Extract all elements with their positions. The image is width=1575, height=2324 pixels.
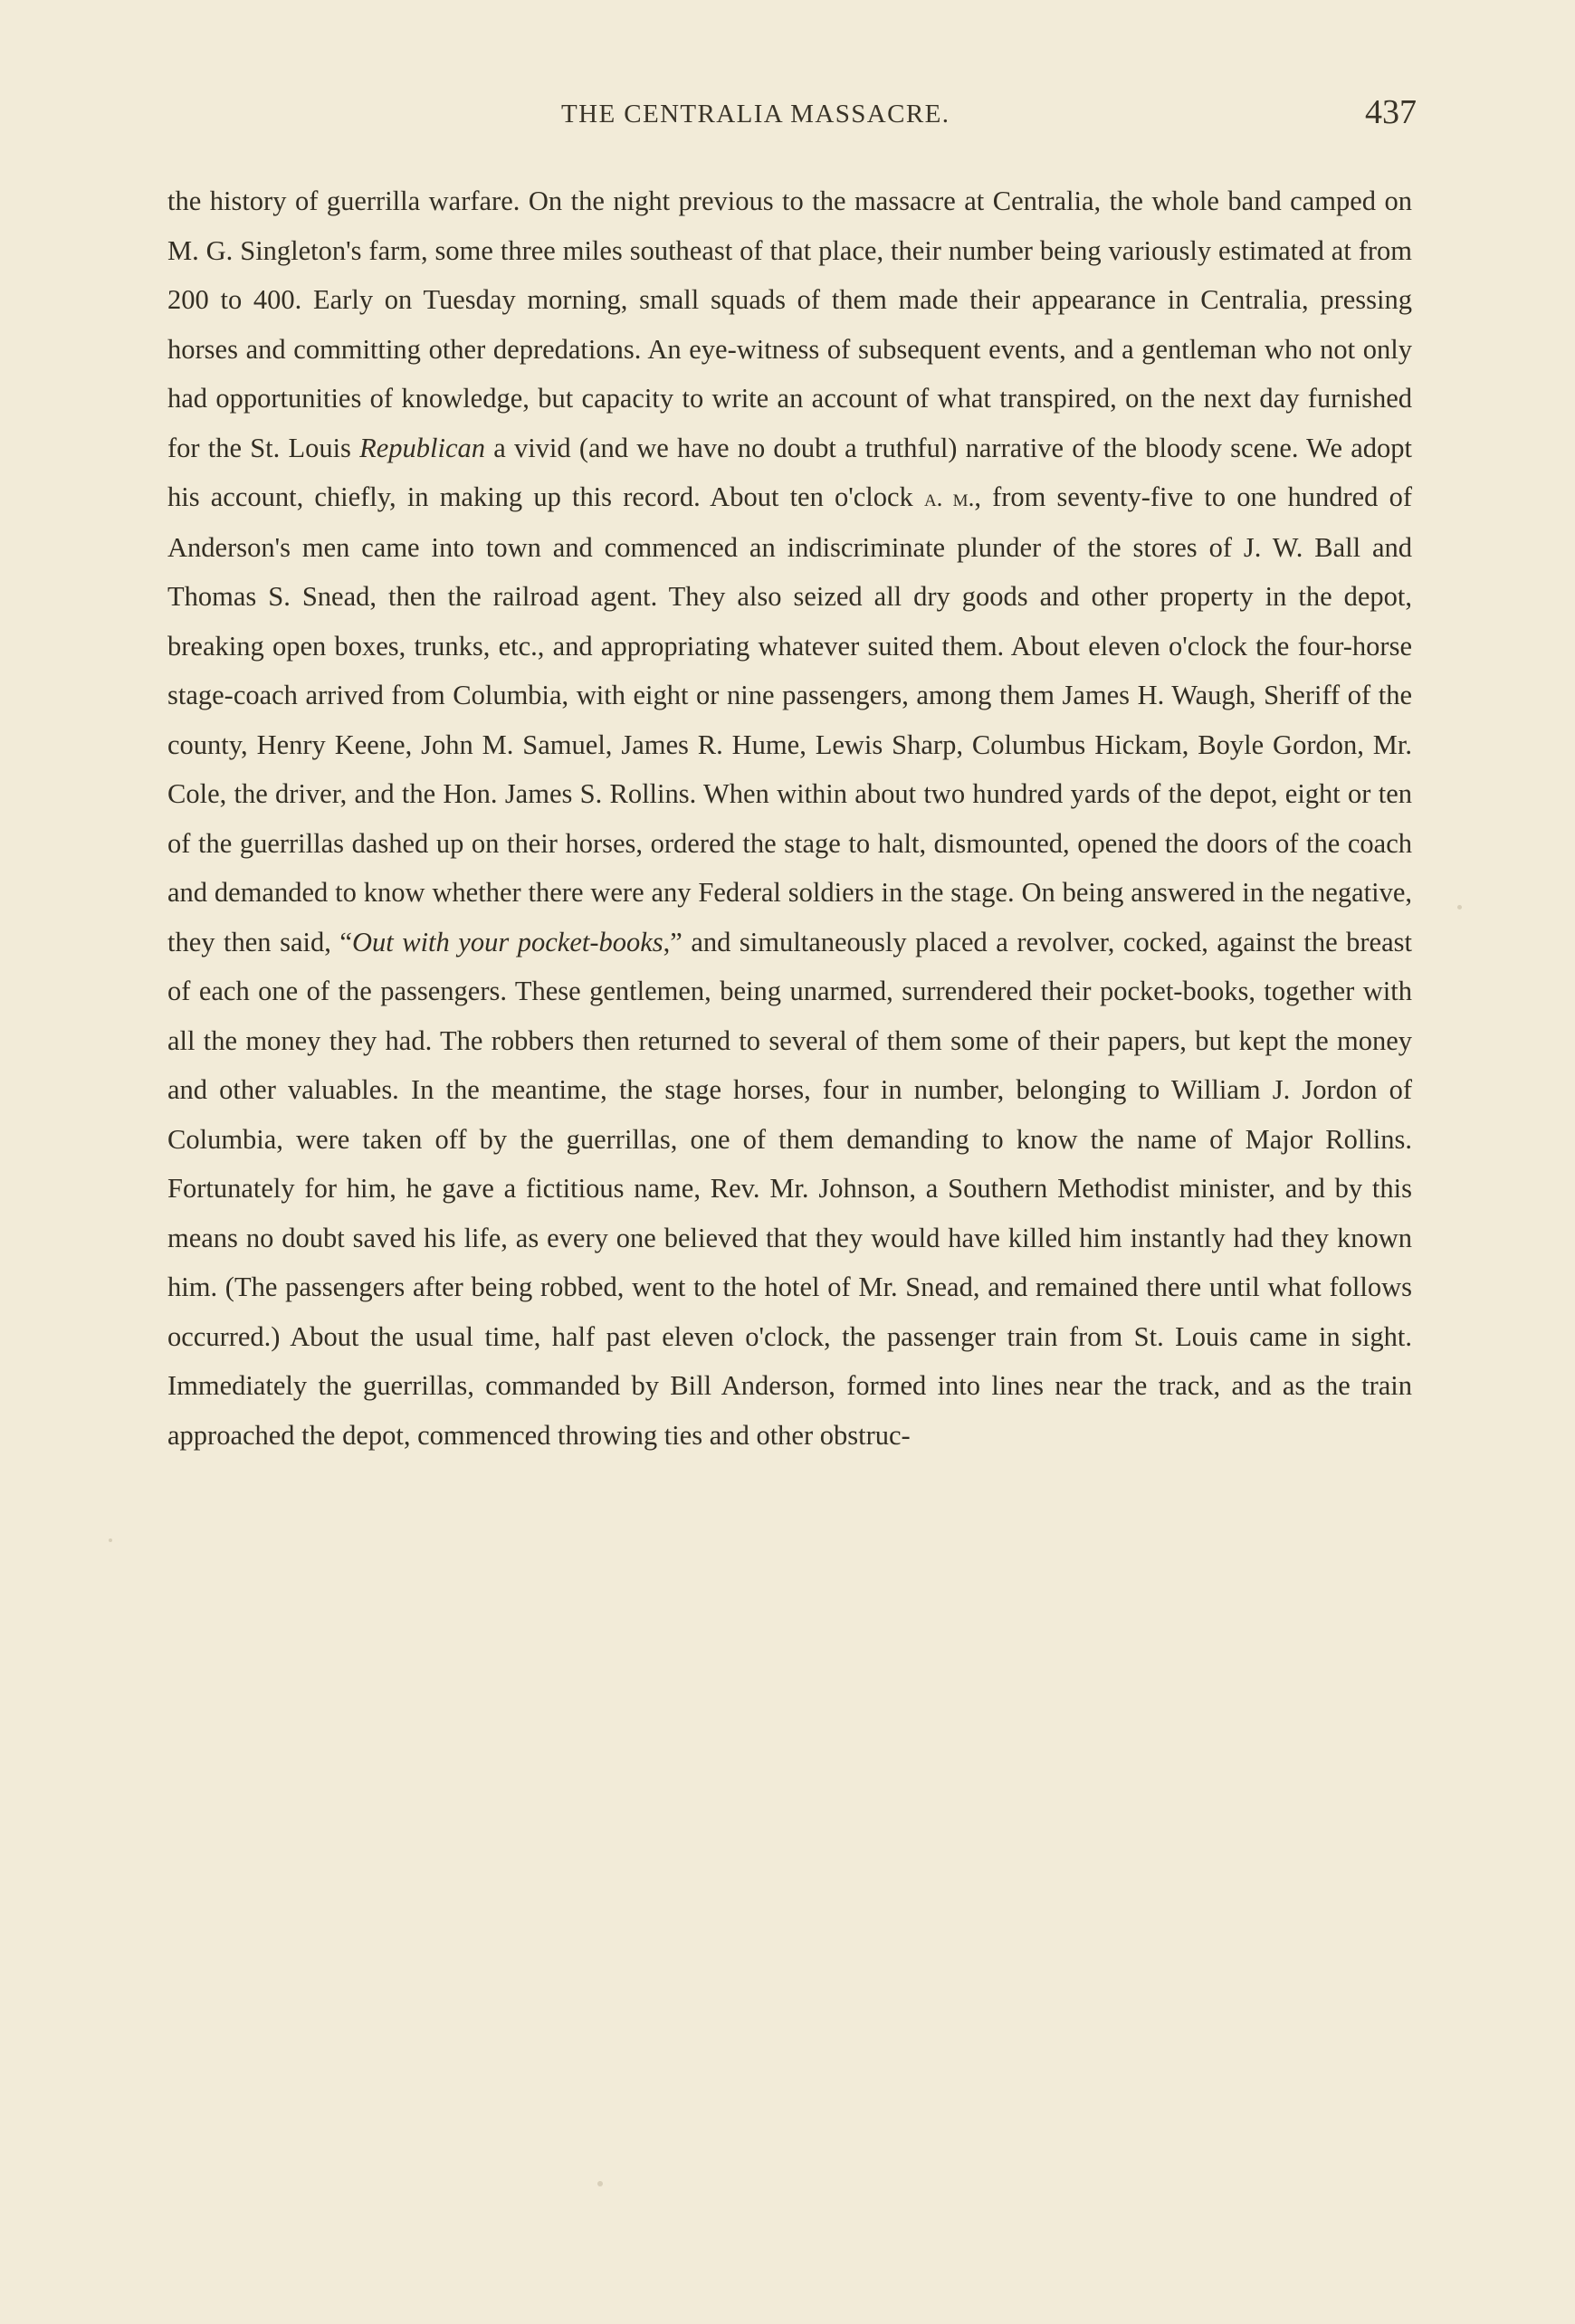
paragraph bbox=[167, 176, 1412, 1460]
italic-quote: Out with your pocket-books bbox=[351, 926, 663, 957]
text-segment-4: ,” and simultaneously placed a revolver, cocked, against the breast of each one of the passengers. These gentlemen, being unarmed, surrendered their pocket-books, together with all the money they had. The robbers then returned to several of them some of their papers, but kept the money and other valuables. In the meantime, the stage horses, four in number, belonging to William J. Jordon of Columbia, were taken off by the guerrillas, one of them demanding to know the name of Major Rollins. Fortunately for him, he gave a fictitious name, Rev. Mr. Johnson, a Southern Methodist minister, and by this means no doubt saved his life, as every one believed that they would have killed him instantly had they known him. (The passengers after being robbed, went to the hotel of Mr. Snead, and remained there until what follows occurred.) About the usual time, half past eleven o'clock, the passenger train from St. Louis came in sight. Immediately the guerrillas, commanded by Bill Anderson, formed into lines near the track, and as the train approached the depot, commenced throwing ties and other obstruc- bbox=[167, 926, 1412, 1451]
paper-speck bbox=[109, 1538, 112, 1542]
text-segment-3: , from seventy-five to one hundred of Anderson's men came into town and commenced an indiscriminate plunder of the stores of J. W. Ball and Thomas S. Snead, then the railroad agent. They also seized all dry goods and other property in the depot, breaking open boxes, trunks, etc., and appropriating whatever suited them. About eleven o'clock the four-horse stage-coach arrived from Columbia, with eight or nine passengers, among them James H. Waugh, Sheriff of the county, Henry Keene, John M. Samuel, James R. Hume, Lewis Sharp, Columbus Hickam, Boyle Gordon, Mr. Cole, the driver, and the Hon. James S. Rollins. When within about two hundred yards of the depot, eight or ten of the guerrillas dashed up on their horses, ordered the stage to halt, dismounted, opened the doors of the coach and demanded to know whether there were any Federal soldiers in the stage. On being answered in the negative, they then said, “ bbox=[167, 481, 1412, 957]
smallcaps-am: a. m. bbox=[923, 484, 975, 511]
text-segment-1: the history of guerrilla warfare. On the night previous to the massacre at Centralia, the whole band camped on M. G. Singleton's farm, some three miles southeast of that place, their number being variously estimated at from 200 to 400. Early on Tuesday morning, small squads of them made their appearance in Centralia, pressing horses and committing other depredations. An eye-witness of subsequent events, and a gentleman who not only had opportunities of knowledge, but capacity to write an account of what transpired, on the next day furnished for the St. Louis bbox=[167, 186, 1412, 463]
text-segment-2: a vivid (and we have no doubt a truthful) narrative of the bloody scene. We adopt his account, chiefly, in making up this record. About ten o'clock bbox=[167, 432, 1412, 512]
paper-speck bbox=[597, 2181, 603, 2186]
running-head: THE CENTRALIA MASSACRE. bbox=[561, 100, 950, 129]
page-header bbox=[0, 93, 1575, 145]
paper-speck bbox=[1457, 905, 1462, 910]
body-text bbox=[167, 176, 1412, 1460]
page-number: 437 bbox=[1365, 93, 1417, 131]
italic-republican: Republican bbox=[359, 432, 486, 463]
